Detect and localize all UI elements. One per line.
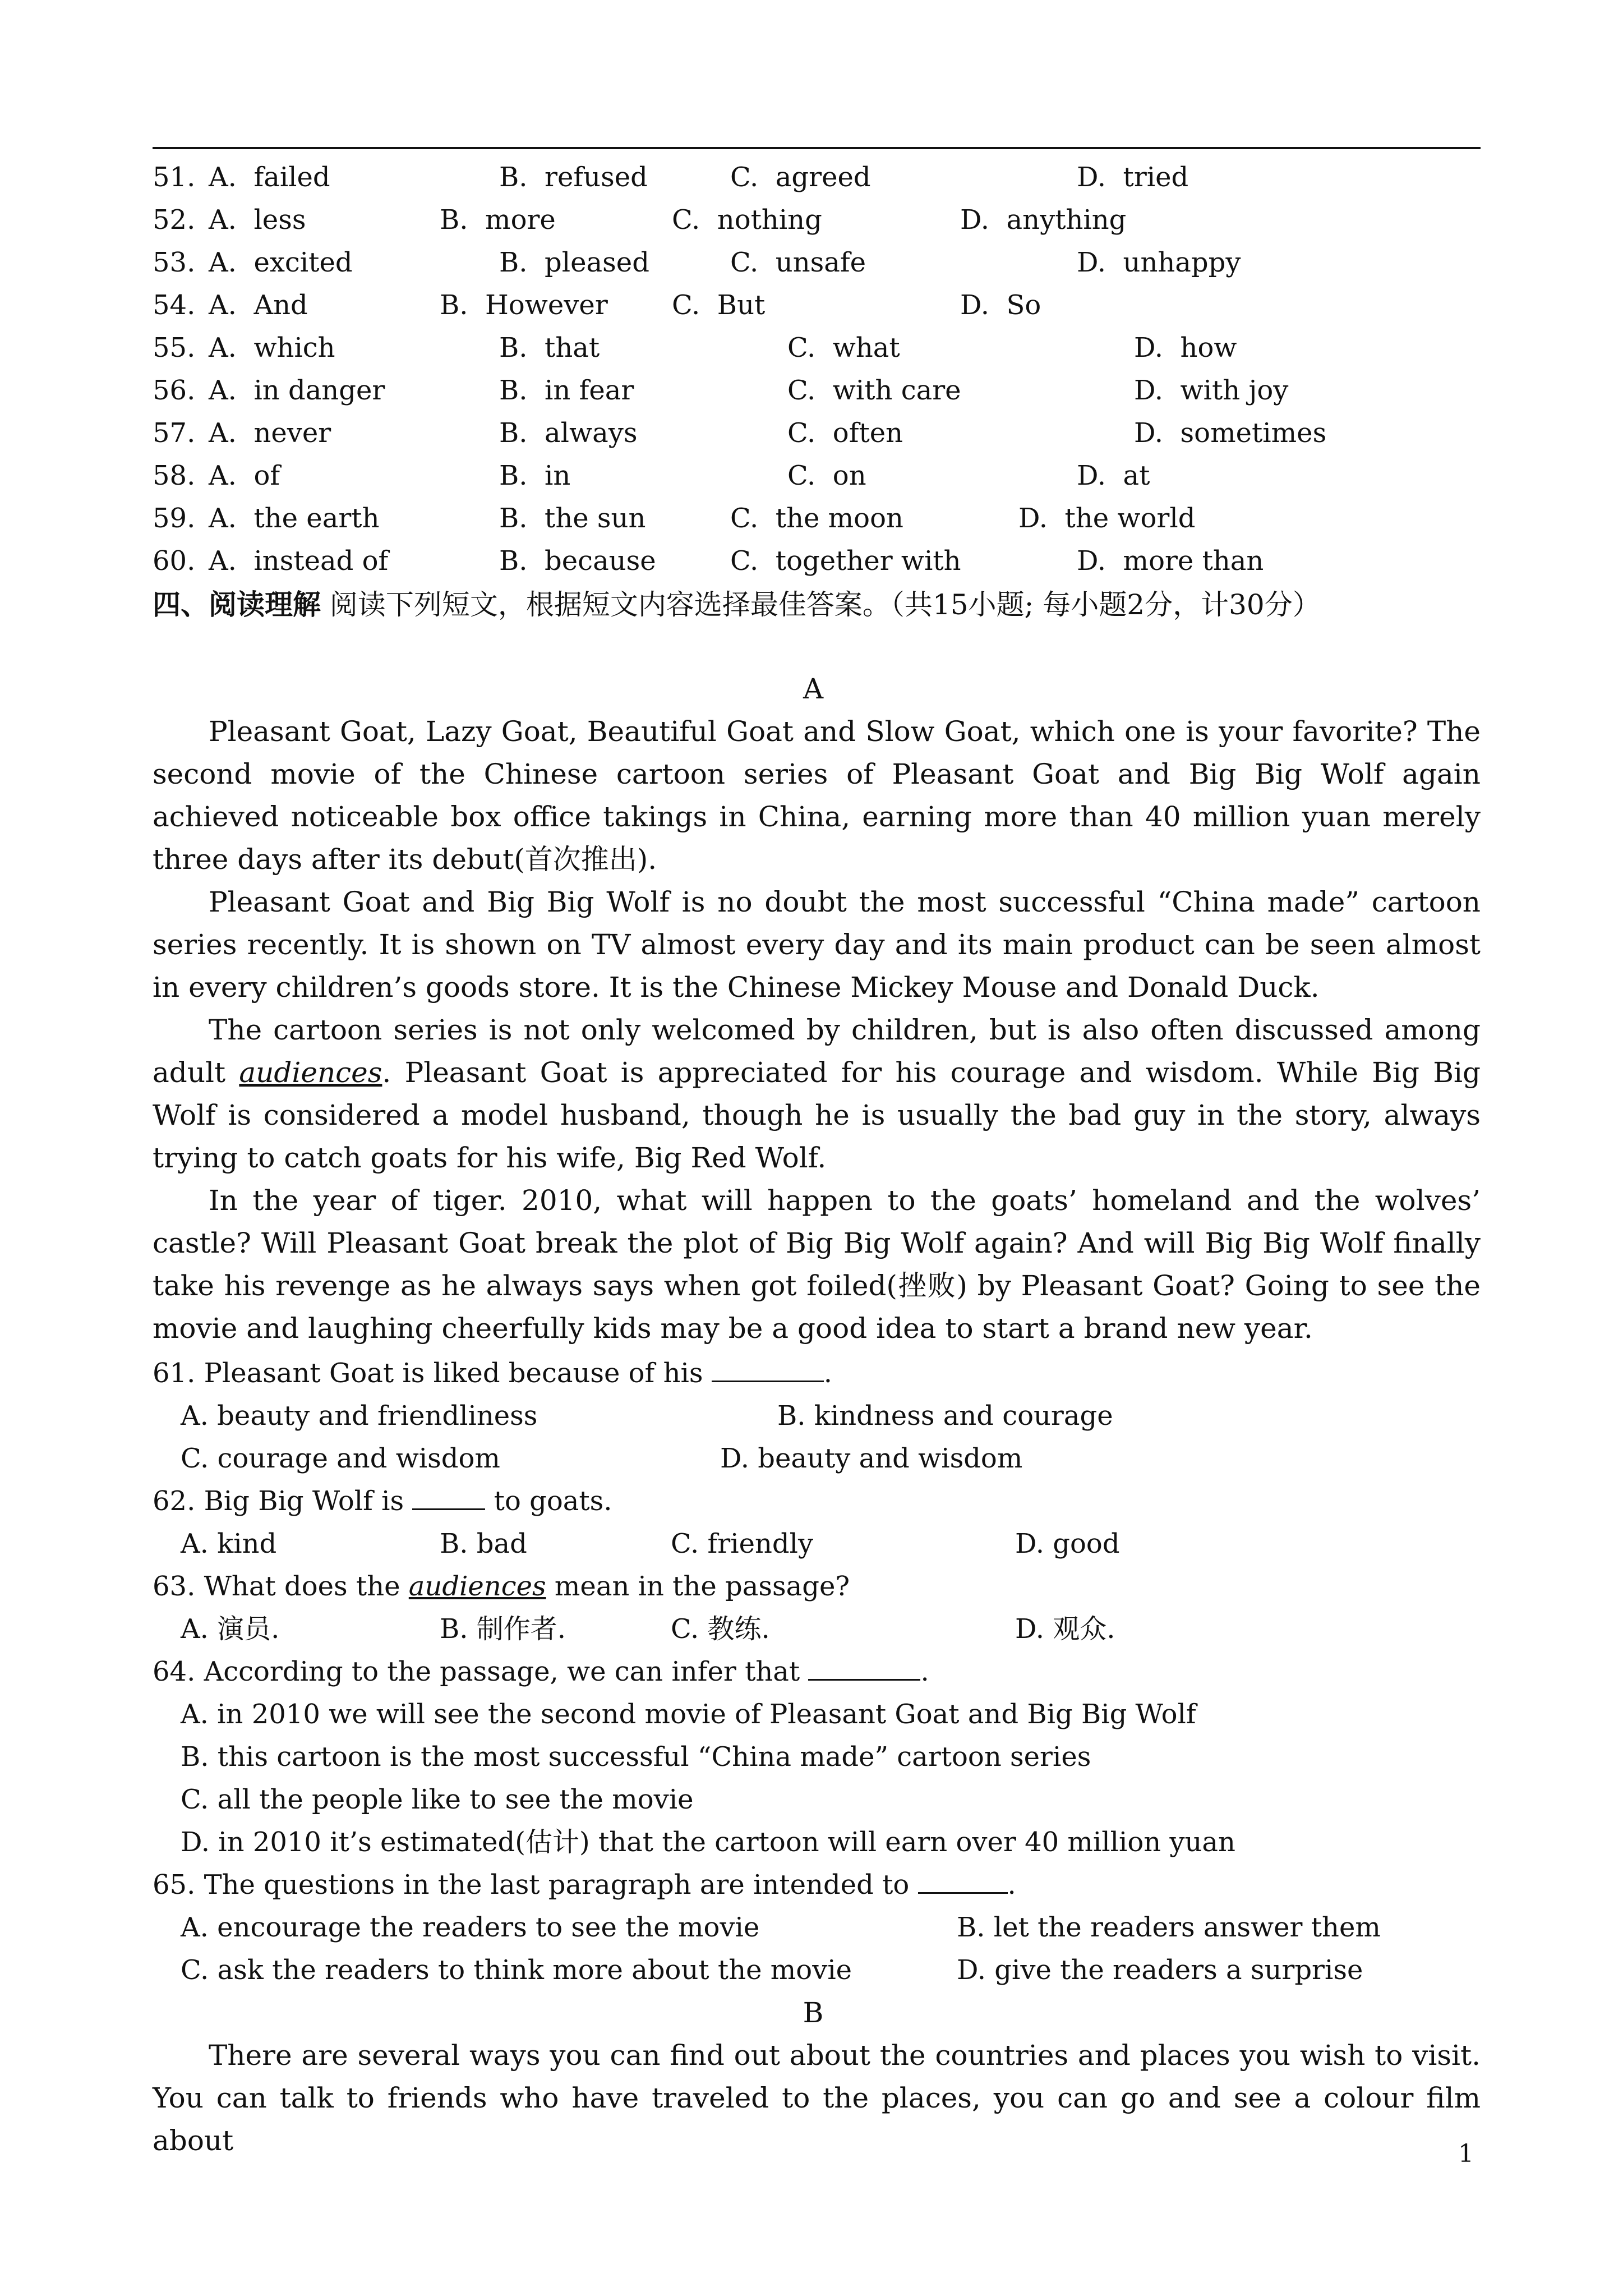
q64-option-a: A. in 2010 we will see the second movie of Pleasant Goat and Big Big Wolf <box>181 1699 1196 1730</box>
q62-option-b: B. bad <box>440 1528 527 1559</box>
option-b: B. pleased <box>499 247 649 278</box>
p3-text-before: The cartoon series is not only welcomed by children, but is also often discussed among adult <box>153 1014 1481 1089</box>
question-stem-after: mean in the passage? <box>546 1571 850 1602</box>
question-number: 59. <box>153 503 196 534</box>
option-a: A. And <box>209 289 308 321</box>
q63-option-c: C. 教练. <box>671 1613 770 1645</box>
q61-option-d: D. beauty and wisdom <box>720 1443 1023 1474</box>
question-61: 61. Pleasant Goat is liked because of his . <box>153 1358 832 1389</box>
passage-b-label: B <box>803 1996 824 2029</box>
option-a: A. which <box>209 332 335 364</box>
option-c: C. But <box>672 289 766 321</box>
q64-option-b: B. this cartoon is the most successful “China made” cartoon series <box>181 1741 1091 1773</box>
option-a: A. less <box>209 204 306 236</box>
question-number: 56. <box>153 375 196 406</box>
option-a: A. failed <box>209 162 330 193</box>
q61-option-b: B. kindness and courage <box>777 1400 1113 1432</box>
question-number: 57. <box>153 417 196 449</box>
question-number: 53. <box>153 247 196 278</box>
option-c: C. with care <box>787 375 961 406</box>
q61-option-c: C. courage and wisdom <box>181 1443 500 1474</box>
option-c: C. the moon <box>730 503 903 534</box>
passage-a-label: A <box>803 673 824 705</box>
q65-option-d: D. give the readers a surprise <box>957 1954 1363 1986</box>
q65-option-c: C. ask the readers to think more about the movie <box>181 1954 852 1986</box>
q62-option-d: D. good <box>1015 1528 1120 1559</box>
passage-a-paragraph-4: In the year of tiger. 2010, what will happen to the goats’ homeland and the wolves’ castle? Will Pleasant Goat break the plot of Big Big Wolf again? And will Big Big Wolf finally take his revenge as he always says when got foiled(挫败) by Pleasant Goat? Going to see the movie and laughing cheerfully kids may be a good idea to start a brand new year. <box>153 1184 1481 1345</box>
answer-blank <box>808 1679 920 1681</box>
q63-option-d: D. 观众. <box>1015 1613 1115 1645</box>
passage-a-paragraph-3 <box>153 1009 1481 1179</box>
option-b: B. in fear <box>499 375 634 406</box>
q64-option-d: D. in 2010 it’s estimated(估计) that the cartoon will earn over 40 million yuan <box>181 1826 1235 1858</box>
option-d: D. So <box>960 289 1041 321</box>
question-number: 60. <box>153 545 196 577</box>
question-stem-before: 63. What does the <box>153 1571 409 1602</box>
question-64: 64. According to the passage, we can infer that . <box>153 1656 929 1687</box>
question-number: 55. <box>153 332 196 364</box>
option-b: B. that <box>499 332 600 364</box>
question-stem: 61. Pleasant Goat is liked because of his <box>153 1358 712 1389</box>
option-b: B. more <box>440 204 556 236</box>
section-title: 四、阅读理解 <box>153 588 321 621</box>
cloze-row-54 <box>153 284 1041 326</box>
passage-a-paragraph-1: Pleasant Goat, Lazy Goat, Beautiful Goat and Slow Goat, which one is your favorite? The second movie of the Chinese cartoon series of Pleasant Goat and Big Big Wolf again achieved noticeable box office takings in China, earning more than 40 million yuan merely three days after its debut(首次推出). <box>153 715 1481 876</box>
option-d: D. anything <box>960 204 1127 236</box>
q62-option-c: C. friendly <box>671 1528 814 1559</box>
option-c: C. unsafe <box>730 247 866 278</box>
option-d: D. the world <box>1018 503 1196 534</box>
section-instruction: 阅读下列短文，根据短文内容选择最佳答案。（共15小题; 每小题2分，计30分） <box>321 588 1321 621</box>
option-c: C. on <box>787 460 866 491</box>
header-rule <box>153 147 1481 149</box>
option-a: A. instead of <box>209 545 389 577</box>
option-c: C. often <box>787 417 903 449</box>
passage-a-paragraph-2: Pleasant Goat and Big Big Wolf is no doubt the most successful “China made” cartoon series recently. It is shown on TV almost every day and its main product can be seen almost in every children’s goods store. It is the Chinese Mickey Mouse and Donald Duck. <box>153 886 1481 1004</box>
cloze-row-55 <box>153 326 1237 369</box>
question-number: 58. <box>153 460 196 491</box>
option-c: C. together with <box>730 545 961 577</box>
option-a: A. of <box>209 460 280 491</box>
q63-option-b: B. 制作者. <box>440 1613 566 1645</box>
option-b: B. always <box>499 417 638 449</box>
q63-option-a: A. 演员. <box>181 1613 280 1645</box>
question-stem: 64. According to the passage, we can infer that <box>153 1656 809 1687</box>
option-d: D. tried <box>1077 162 1189 193</box>
cloze-row-60 <box>153 540 1264 582</box>
option-b: B. However <box>440 289 608 321</box>
passage-b <box>153 2034 1481 2162</box>
question-62 <box>153 1480 612 1522</box>
cloze-row-51 <box>153 156 1189 199</box>
page-number: 1 <box>1458 2139 1474 2168</box>
option-a: A. in danger <box>209 375 385 406</box>
q64-option-c: C. all the people like to see the movie <box>181 1784 694 1815</box>
q65-option-b: B. let the readers answer them <box>957 1912 1381 1943</box>
option-c: C. nothing <box>672 204 822 236</box>
cloze-row-52 <box>153 199 1127 241</box>
option-d: D. sometimes <box>1134 417 1327 449</box>
question-stem-after: to goats. <box>485 1485 612 1517</box>
question-number: 54. <box>153 289 196 321</box>
option-a: A. never <box>209 417 331 449</box>
answer-blank <box>412 1508 485 1510</box>
question-stem-before: 62. Big Big Wolf is <box>153 1485 413 1517</box>
question-65: 65. The questions in the last paragraph are intended to . <box>153 1869 1016 1901</box>
question-stem: 65. The questions in the last paragraph are intended to <box>153 1869 918 1901</box>
question-63 <box>153 1565 850 1608</box>
option-c: C. what <box>787 332 900 364</box>
option-b: B. the sun <box>499 503 646 534</box>
underlined-word-audiences: audiences <box>239 1056 382 1089</box>
cloze-row-58 <box>153 454 1150 497</box>
q65-option-a: A. encourage the readers to see the movie <box>181 1912 760 1943</box>
section-heading <box>153 583 1321 626</box>
option-a: A. the earth <box>209 503 380 534</box>
question-number: 51. <box>153 162 196 193</box>
cloze-row-53 <box>153 241 1241 284</box>
option-d: D. more than <box>1077 545 1264 577</box>
p3-text-after: . Pleasant Goat is appreciated for his courage and wisdom. While Big Big Wolf is considered a model husband, though he is usually the bad guy in the story, always trying to catch goats for his wife, Big Red Wolf. <box>153 1056 1481 1174</box>
option-d: D. how <box>1134 332 1237 364</box>
answer-blank <box>918 1892 1008 1894</box>
cloze-row-57 <box>153 412 1327 454</box>
cloze-row-59 <box>153 497 1196 540</box>
option-b: B. because <box>499 545 656 577</box>
option-a: A. excited <box>209 247 353 278</box>
passage-b-paragraph-1: There are several ways you can find out about the countries and places you wish to visit. You can talk to friends who have traveled to the places, you can go and see a colour film about <box>153 2039 1481 2157</box>
option-b: B. in <box>499 460 571 491</box>
answer-blank <box>712 1381 824 1382</box>
passage-a <box>153 710 1481 1350</box>
question-number: 52. <box>153 204 196 236</box>
underlined-word-audiences: audiences <box>408 1571 546 1602</box>
option-d: D. unhappy <box>1077 247 1241 278</box>
option-d: D. at <box>1077 460 1150 491</box>
option-b: B. refused <box>499 162 648 193</box>
q62-option-a: A. kind <box>181 1528 277 1559</box>
option-d: D. with joy <box>1134 375 1289 406</box>
option-c: C. agreed <box>730 162 871 193</box>
q61-option-a: A. beauty and friendliness <box>181 1400 538 1432</box>
cloze-row-56 <box>153 369 1289 412</box>
